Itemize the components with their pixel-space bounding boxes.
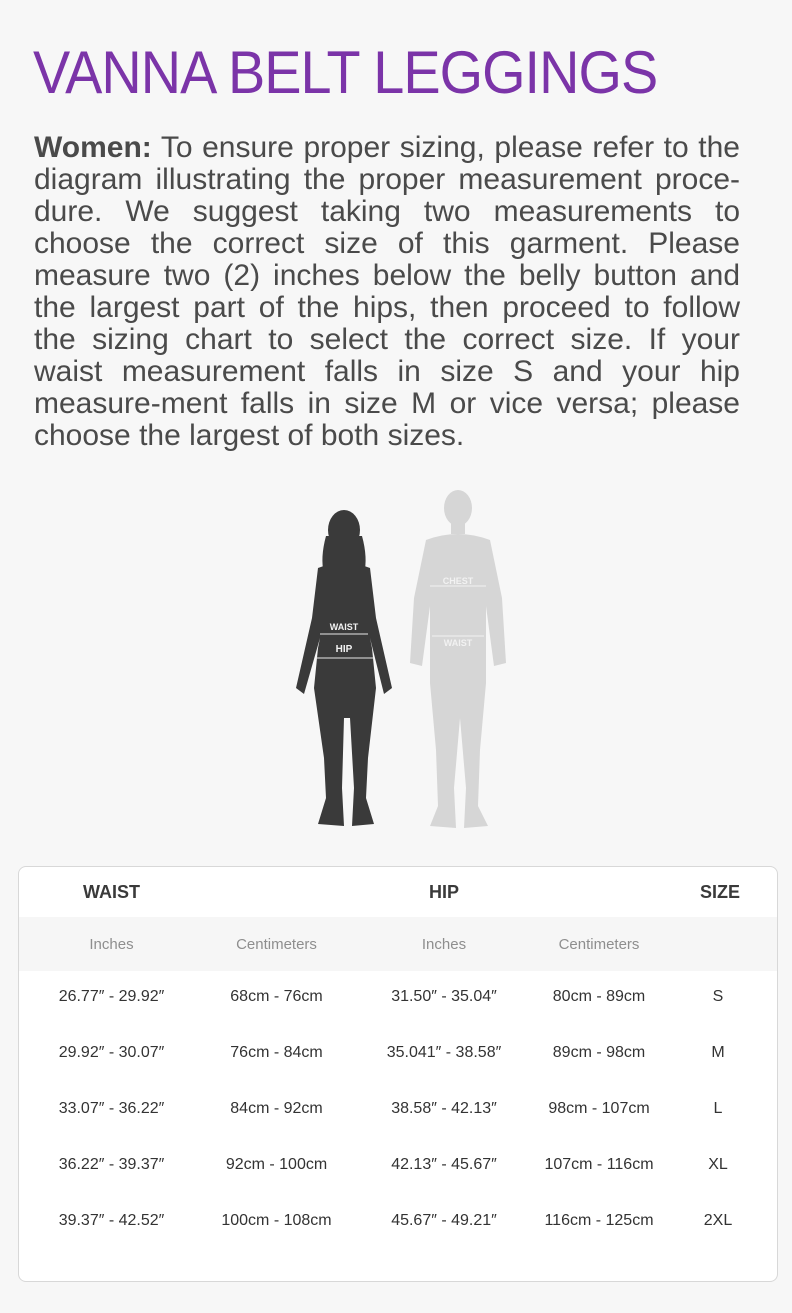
woman-silhouette (296, 510, 392, 826)
waist-cm-cell: 100cm - 108cm (221, 1212, 332, 1229)
hip-inches-cell: 38.58″ - 42.13″ (391, 1100, 497, 1117)
intro-paragraph (34, 132, 740, 452)
hip-cm-cell: 107cm - 116cm (544, 1156, 654, 1173)
waist-inches-cell: 26.77″ - 29.92″ (58, 988, 165, 1005)
woman-waist-label: WAIST (329, 622, 359, 632)
table-row (19, 1139, 777, 1191)
size-cell: XL (708, 1156, 728, 1173)
subheader-hip-inches: Inches (421, 935, 467, 953)
waist-inches-cell: 33.07″ - 36.22″ (58, 1100, 165, 1117)
hip-cm-cell: 80cm - 89cm (552, 988, 646, 1005)
table-row (19, 1195, 777, 1247)
waist-cm-cell: 68cm - 76cm (230, 988, 323, 1005)
man-waist-label: WAIST (443, 638, 473, 648)
waist-cm-cell: 84cm - 92cm (230, 1100, 323, 1117)
measurement-figure (280, 488, 530, 838)
size-cell: M (711, 1044, 725, 1061)
subheader-waist-inches: Inches (89, 935, 134, 953)
size-cell: L (713, 1100, 723, 1117)
subheader-hip-centimeters: Centimeters (558, 935, 640, 953)
hip-inches-cell: 45.67″ - 49.21″ (391, 1212, 497, 1229)
hip-inches-cell: 42.13″ - 45.67″ (391, 1156, 497, 1173)
table-row (19, 1027, 777, 1079)
size-chart-table (18, 866, 778, 1282)
header-waist: WAIST (83, 881, 140, 902)
intro-lead: Women: (34, 131, 152, 164)
hip-inches-cell: 31.50″ - 35.04″ (391, 988, 497, 1005)
woman-hip-label: HIP (335, 644, 353, 655)
table-subheader-row (19, 917, 777, 971)
header-hip: HIP (428, 881, 459, 902)
subheader-size (659, 917, 777, 971)
waist-inches-cell: 29.92″ - 30.07″ (58, 1044, 165, 1061)
hip-cm-cell: 116cm - 125cm (544, 1212, 654, 1229)
header-size: SIZE (699, 881, 740, 902)
subheader-waist-centimeters: Centimeters (236, 935, 317, 953)
waist-cm-cell: 76cm - 84cm (230, 1044, 323, 1061)
intro-text: To ensure proper sizing, please refer to the diagram illustrating the proper measurement proce-dure. We suggest taking two measurements to choose the correct size of this garment. Please measure two (2) inches below the belly button and the largest part of the hips, then proceed to follow the sizing chart to select the correct size. If your waist measurement falls in size S and your hip measure-ment falls in size M or vice versa; please choose the largest of both sizes. (34, 131, 740, 452)
table-row (19, 971, 777, 1023)
man-silhouette (410, 490, 506, 828)
hip-cm-cell: 89cm - 98cm (552, 1044, 646, 1061)
page-title: VANNA BELT LEGGINGS (33, 39, 658, 106)
hip-cm-cell: 98cm - 107cm (548, 1100, 650, 1117)
man-chest-label: CHEST (442, 576, 474, 586)
size-cell: 2XL (703, 1212, 733, 1229)
size-cell: S (712, 988, 724, 1005)
waist-cm-cell: 92cm - 100cm (225, 1156, 328, 1173)
table-header-row (19, 867, 777, 917)
table-row (19, 1083, 777, 1135)
waist-inches-cell: 39.37″ - 42.52″ (58, 1212, 165, 1229)
waist-inches-cell: 36.22″ - 39.37″ (58, 1156, 165, 1173)
body-silhouettes (280, 488, 530, 838)
hip-inches-cell: 35.041″ - 38.58″ (386, 1044, 502, 1061)
